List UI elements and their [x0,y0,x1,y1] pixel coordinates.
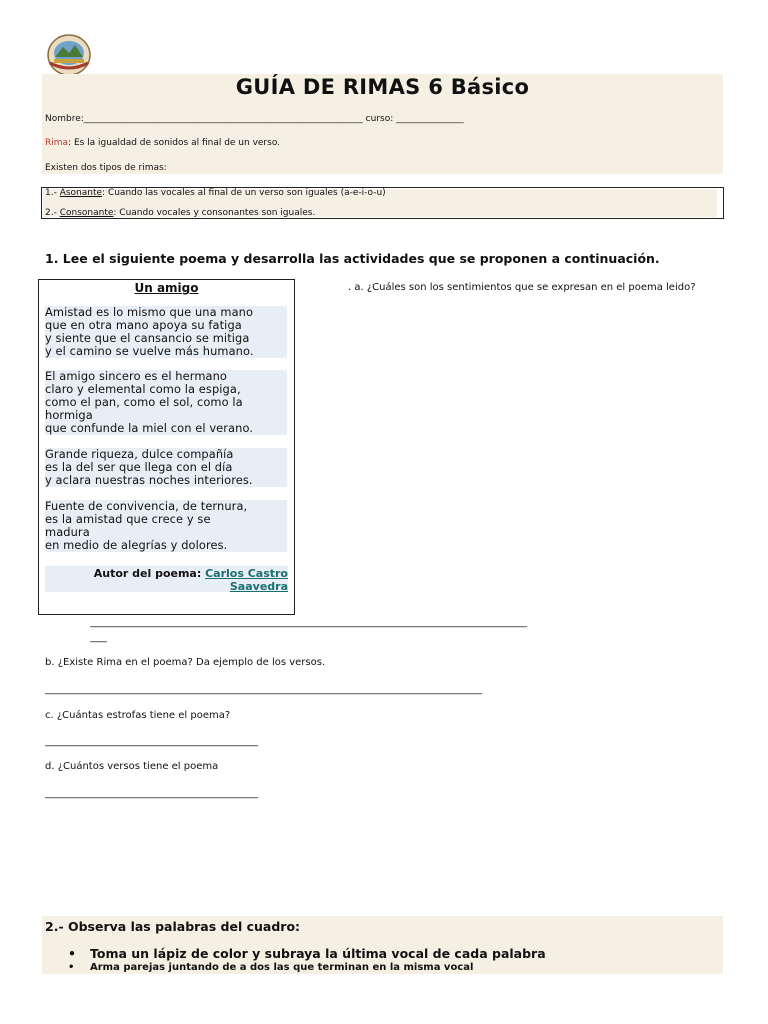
bullet-icon: • [68,946,76,961]
type-text: : Cuando vocales y consonantes son iguales. [113,208,316,218]
tipos-intro: Existen dos tipos de rimas: [45,163,167,173]
author-link[interactable]: Saavedra [229,580,288,593]
poem-stanza [45,370,287,435]
poem-verse: y el camino se vuelve más humano. [45,345,287,358]
instruction-bullet [68,946,546,961]
poem-verse: madura [45,526,287,539]
question-b: b. ¿Existe Rima en el poema? Da ejemplo de los versos. [45,657,326,668]
question-a: . a. ¿Cuáles son los sentimientos que se expresan en el poema leido? [348,282,696,293]
poem-verse: hormiga [45,409,287,422]
instruction-text: Arma parejas juntando de a dos las que terminan en la misma vocal [90,962,474,973]
poem-verse: Grande riqueza, dulce compañía [45,448,287,461]
answer-line-c[interactable]: _____________________________________________________ [45,736,257,747]
author-label: Autor del poema: [93,567,206,580]
poem-verse: que confunde la miel con el verano. [45,422,287,435]
poem-title: Un amigo [134,281,199,295]
type-term: Consonante [59,208,114,218]
poem-stanza [45,500,287,552]
poem-stanza [45,448,287,487]
nombre-curso-line: Nombre:______________________________________________________________ curso: _______________ [45,114,464,124]
bullet-icon: • [68,962,75,973]
rima-text: : Es la igualdad de sonidos al final de un verso. [68,138,281,148]
answer-line-d[interactable]: _____________________________________________________ [45,788,257,799]
poem-verse: en medio de alegrías y dolores. [45,539,287,552]
rhyme-type-consonante [45,208,315,218]
section1-heading: 1. Lee el siguiente poema y desarrolla las actividades que se proponen a continuación. [45,251,660,266]
poem-verse: como el pan, como el sol, como la [45,396,287,409]
question-d: d. ¿Cuántos versos tiene el poema [45,761,219,772]
type-text: : Cuando las vocales al final de un verso son iguales (a-e-i-o-u) [102,188,386,198]
type-prefix: 1.- [45,188,60,198]
poem-verse: El amigo sincero es el hermano [45,370,287,383]
poem-verse: claro y elemental como la espiga, [45,383,287,396]
page-title: GUÍA DE RIMAS 6 Básico [235,75,530,99]
type-prefix: 2.- [45,208,60,218]
school-crest-logo [46,33,92,77]
answer-line-a[interactable]: _____________________________________________________________________________________________________________ [90,617,526,628]
section2-heading: 2.- Observa las palabras del cuadro: [45,919,301,934]
instruction-bullet [68,962,473,973]
poem-verse: es la del ser que llega con el día [45,461,287,474]
poem-verse: y aclara nuestras noches interiores. [45,474,287,487]
rima-label: Rima [45,138,69,148]
answer-line-a-tail[interactable]: ____ [90,632,106,643]
rhyme-type-asonante [45,188,386,198]
poem-author [45,567,288,593]
author-link[interactable]: Carlos Castro [205,567,288,580]
answer-line-b[interactable]: _____________________________________________________________________________________________________________ [45,684,481,695]
poem-verse: es la amistad que crece y se [45,513,287,526]
rima-definition [45,138,280,148]
poem-verse: Amistad es lo mismo que una mano [45,306,287,319]
question-c: c. ¿Cuántas estrofas tiene el poema? [45,710,231,721]
poem-verse: Fuente de convivencia, de ternura, [45,500,287,513]
poem-stanza [45,306,287,358]
type-term: Asonante [59,188,103,198]
poem-verse: y siente que el cansancio se mitiga [45,332,287,345]
instruction-text: Toma un lápiz de color y subraya la última vocal de cada palabra [90,946,546,961]
poem-verse: que en otra mano apoya su fatiga [45,319,287,332]
